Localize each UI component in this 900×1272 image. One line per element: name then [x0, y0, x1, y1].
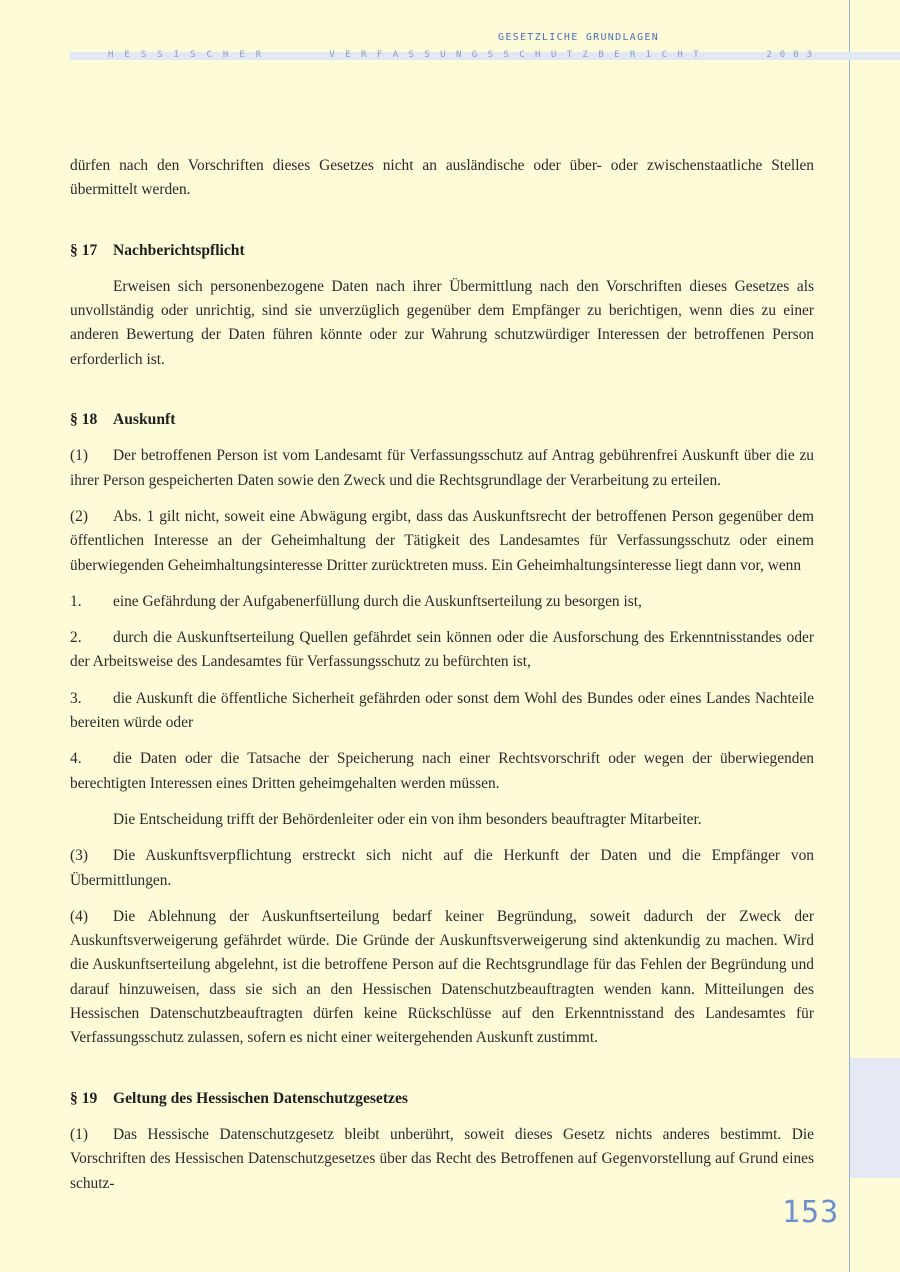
para-label: (1) [70, 447, 88, 465]
section-19-number: § 19 [70, 1089, 98, 1107]
section-18-para-3 [70, 844, 814, 893]
section-19-para-1 [70, 1123, 814, 1196]
list-item-label: 3. [70, 689, 82, 707]
list-item-text: durch die Auskunftserteilung Quellen gefährdet sein können oder die Ausforschung des Erkenntnisstandes oder der Arbeitsweise des Landesamtes für Verfassungsschutz zu befürchten ist, [70, 629, 814, 671]
list-item-label: 2. [70, 629, 82, 647]
section-18-number: § 18 [70, 411, 98, 429]
list-item-text: die Daten oder die Tatsache der Speicherung nach einer Rechtsvorschrift oder wegen der überwiegenden berechtigten Interessen eines Dritten geheimgehalten werden müssen. [70, 750, 814, 792]
list-item-text: eine Gefährdung der Aufgabenerfüllung durch die Auskunftserteilung zu besorgen ist, [113, 592, 642, 610]
section-17-text: Erweisen sich personenbezogene Daten nach ihrer Übermittlung nach den Vorschriften dieses Gesetzes als unvollständig oder unrichtig, sind sie unverzüglich gegenüber dem Empfänger zu berichtigen, wenn dies zu einer anderen Bewertung der Daten führen könnte oder zur Wahrung schutzwürdiger Interessen der betroffenen Person erforderlich ist. [70, 277, 814, 368]
para-text: Die Ablehnung der Auskunftserteilung bedarf keiner Begründung, soweit dadurch der Zweck der Auskunftsverweigerung gefährdet würde. Die Gründe der Auskunftsverweigerung sind aktenkundig zu machen. Wird die Auskunftserteilung abgelehnt, ist die betroffene Person auf die Rechtsgrundlage für das Fehlen der Begründung und darauf hinzuweisen, dass sie sich an den Hessischen Datenschutzbeauftragten wenden kann. Mitteilungen des Hessischen Datenschutzbeauftragten dürfen keine Rückschlüsse auf den Erkenntnisstand des Landesamtes für Verfassungsschutz zulassen, sofern es nicht einer weitergehenden Auskunft zustimmt. [70, 907, 814, 1047]
section-18-title: Auskunft [113, 411, 176, 429]
para-label: (2) [70, 507, 88, 525]
section-18-decision: Die Entscheidung trifft der Behördenleiter oder ein von ihm besonders beauftragter Mitarbeiter. [113, 810, 702, 828]
section-19-title: Geltung des Hessischen Datenschutzgesetzes [113, 1089, 408, 1107]
section-19-heading [70, 1087, 814, 1111]
list-item-label: 4. [70, 750, 82, 768]
page-body [70, 154, 814, 1196]
header-band-year: 2003 [766, 50, 820, 60]
section-17-title: Nachberichtspflicht [113, 241, 245, 259]
section-17-heading [70, 239, 814, 263]
para-label: (4) [70, 907, 88, 925]
para-text: Das Hessische Datenschutzgesetz bleibt unberührt, soweit dieses Gesetz nichts anderes bestimmt. Die Vorschriften des Hessischen Datenschutzgesetzes über das Recht des Betroffenen auf Gegenvorstellung auf Grund eines schutz- [70, 1125, 814, 1192]
para-label: (1) [70, 1125, 88, 1143]
running-header-title [108, 50, 820, 60]
list-item [70, 626, 814, 675]
list-item [70, 590, 814, 614]
section-18-para-2 [70, 505, 814, 578]
para-text: Abs. 1 gilt nicht, soweit eine Abwägung ergibt, dass das Auskunftsrecht der betroffenen Person gegenüber dem öffentlichen Interesse an der Geheimhaltung der Tätigkeit des Landesamtes für Verfassungsschutz oder einem überwiegenden Geheimhaltungsinteresse Dritter zurücktreten muss. Ein Geheimhaltungsinteresse liegt dann vor, wenn [70, 507, 814, 574]
intro-paragraph: dürfen nach den Vorschriften dieses Gesetzes nicht an ausländische oder über- oder zwischenstaatliche Stellen übermittelt werden. [70, 157, 814, 199]
para-label: (3) [70, 847, 88, 865]
section-18-heading [70, 408, 814, 432]
list-item-text: die Auskunft die öffentliche Sicherheit gefährden oder sonst dem Wohl des Bundes oder eines Landes Nachteile bereiten würde oder [70, 689, 814, 732]
header-band-mid: VERFASSUNGSSCHUTZBERICHT [329, 50, 710, 60]
section-17-number: § 17 [70, 241, 98, 259]
list-item-label: 1. [70, 592, 82, 610]
para-text: Die Auskunftsverpflichtung erstreckt sich nicht auf die Herkunft der Daten und die Empfänger von Übermittlungen. [70, 847, 814, 889]
section-18-para-4 [70, 905, 814, 1051]
running-header-section: GESETZLICHE GRUNDLAGEN [498, 32, 660, 43]
list-item [70, 747, 814, 796]
para-text: Der betroffenen Person ist vom Landesamt für Verfassungsschutz auf Antrag gebührenfrei Auskunft über die zu ihrer Person gespeicherten Daten sowie den Zweck und die Rechtsgrundlage der Verarbeitung zu erteilen. [70, 447, 814, 489]
header-band-left: HESSISCHER [108, 50, 273, 60]
list-item [70, 687, 814, 736]
margin-tab [850, 1058, 900, 1178]
section-18-para-1 [70, 444, 814, 493]
page-number: 153 [782, 1195, 840, 1230]
